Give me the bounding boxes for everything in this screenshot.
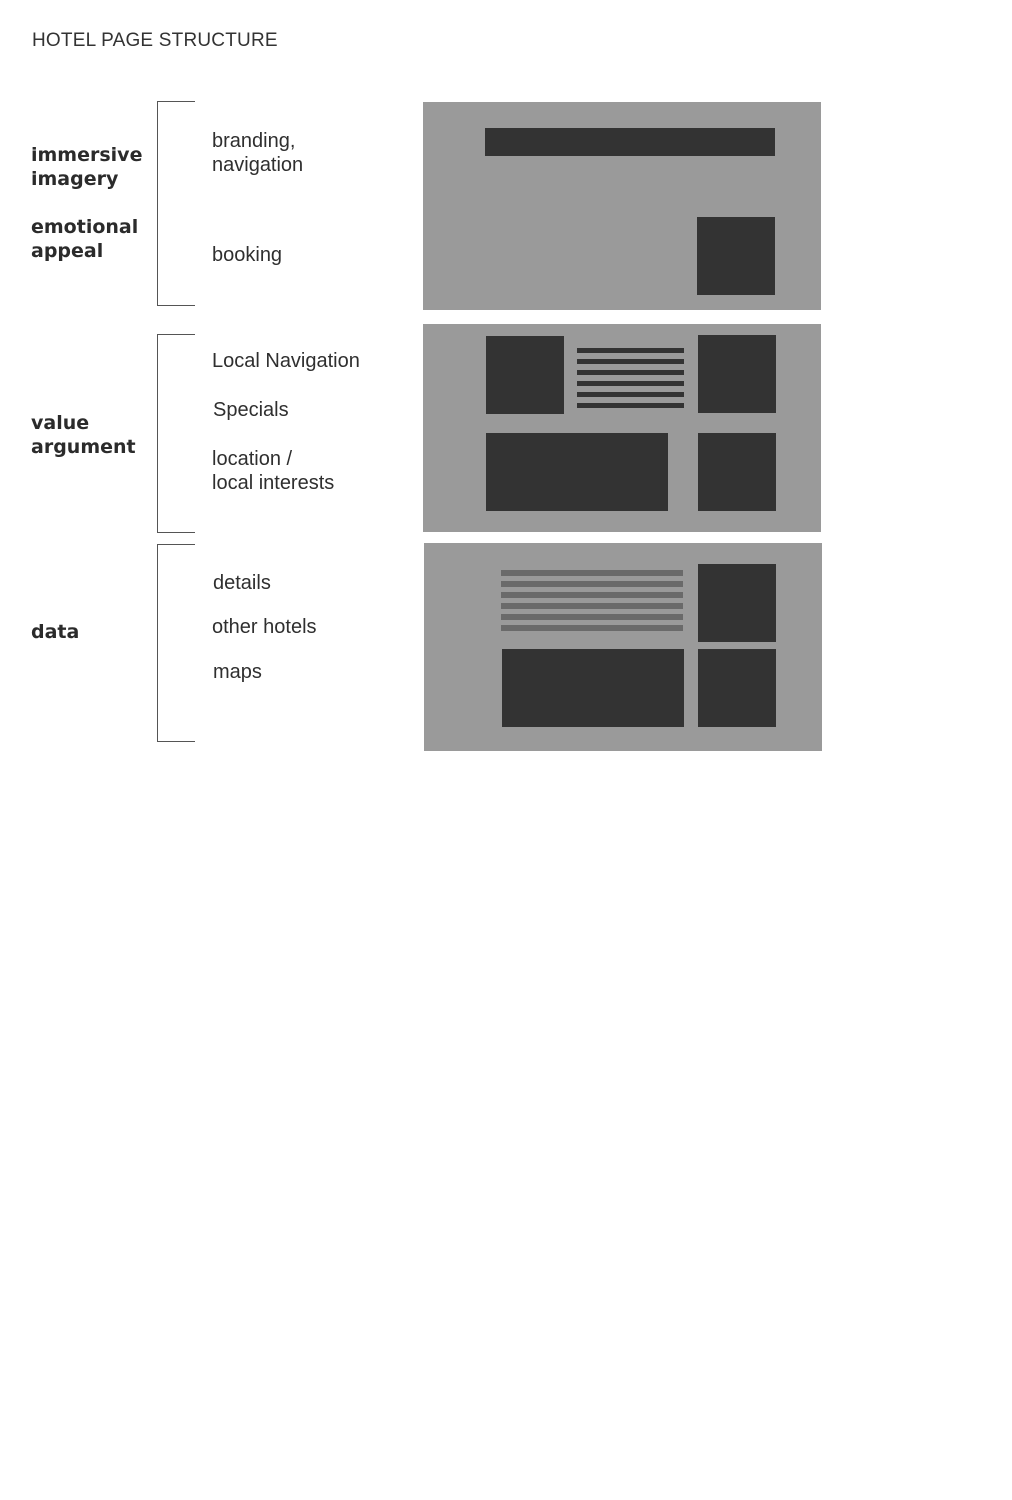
category-value-argument: value argument (31, 412, 136, 458)
text-line (577, 348, 684, 353)
image-block (698, 433, 776, 511)
image-block (698, 649, 776, 727)
wide-image-block (486, 433, 668, 511)
text-line (501, 581, 683, 587)
text-line (501, 570, 683, 576)
section-bracket-1 (157, 101, 195, 306)
label-booking: booking (212, 244, 283, 266)
label-maps: maps (213, 661, 262, 683)
label-local-navigation: Local Navigation (212, 350, 360, 372)
section-bracket-3 (157, 544, 195, 742)
image-block (698, 335, 776, 413)
label-other-hotels: other hotels (212, 616, 317, 638)
wireframe-panel-data (424, 543, 822, 751)
wireframe-panel-value (423, 324, 821, 532)
label-details: details (213, 572, 271, 594)
label-branding-navigation: branding, navigation (212, 130, 304, 176)
text-line (501, 614, 683, 620)
text-line (501, 592, 683, 598)
category-emotional-appeal: emotional appeal (31, 216, 139, 262)
label-location-local-interests: location / local interests (212, 448, 335, 494)
diagram-title: HOTEL PAGE STRUCTURE (32, 30, 278, 51)
wireframe-panel-hero (423, 102, 821, 310)
label-specials: Specials (213, 399, 289, 421)
category-data: data (31, 621, 80, 643)
text-line (577, 403, 684, 408)
text-line (577, 381, 684, 386)
section-bracket-2 (157, 334, 195, 533)
text-line (501, 625, 683, 631)
category-immersive-imagery: immersive imagery (31, 144, 143, 190)
booking-widget-block (697, 217, 775, 295)
image-block (486, 336, 564, 414)
header-bar-block (485, 128, 775, 156)
text-line (501, 603, 683, 609)
text-line (577, 359, 684, 364)
text-line (577, 370, 684, 375)
image-block (698, 564, 776, 642)
text-line (577, 392, 684, 397)
map-block (502, 649, 684, 727)
